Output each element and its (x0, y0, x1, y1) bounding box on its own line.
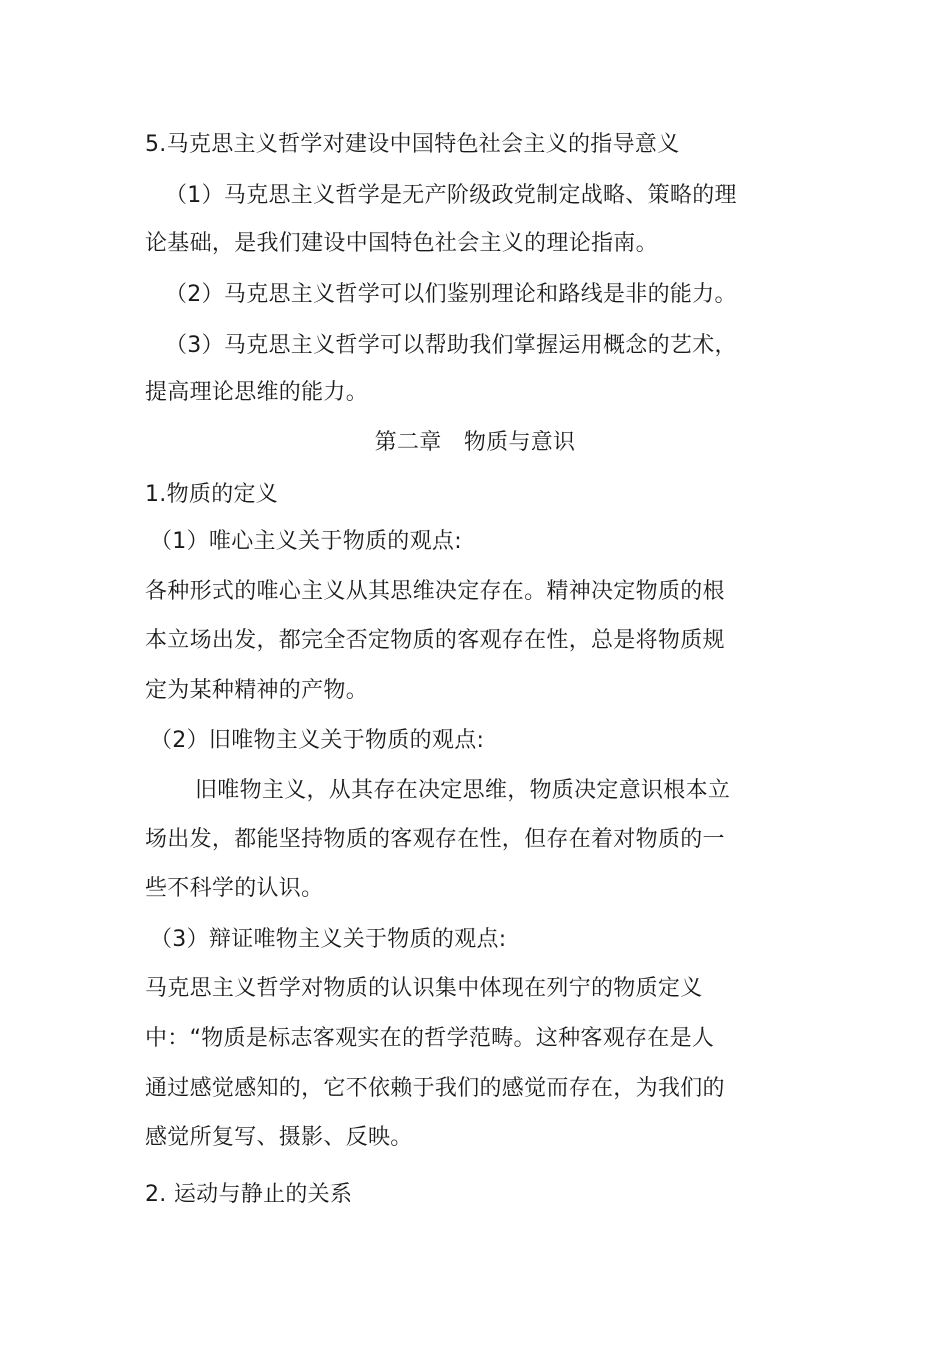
paragraph-line: （1）马克思主义哲学是无产阶级政党制定战略、策略的理 (165, 183, 737, 208)
paragraph-line: 定为某种精神的产物。 (145, 678, 369, 703)
paragraph-line: 场出发，都能坚持物质的客观存在性，但存在着对物质的一 (145, 827, 725, 852)
section-heading: 1.物质的定义 (145, 482, 279, 507)
paragraph-line: 些不科学的认识。 (145, 876, 324, 901)
subsection-heading: （2）旧唯物主义关于物质的观点: (150, 728, 485, 753)
paragraph-line: 提高理论思维的能力。 (145, 380, 369, 405)
paragraph-line: 感觉所复写、摄影、反映。 (145, 1125, 413, 1150)
paragraph-line: 各种形式的唯心主义从其思维决定存在。精神决定物质的根 (145, 579, 725, 604)
paragraph-line: 马克思主义哲学对物质的认识集中体现在列宁的物质定义 (145, 976, 703, 1001)
section-heading: 5.马克思主义哲学对建设中国特色社会主义的指导意义 (145, 132, 680, 157)
paragraph-line: 论基础，是我们建设中国特色社会主义的理论指南。 (145, 231, 658, 256)
paragraph-line: （2）马克思主义哲学可以们鉴别理论和路线是非的能力。 (165, 282, 737, 307)
paragraph-line: 中：“物质是标志客观实在的哲学范畴。这种客观存在是人 (145, 1026, 715, 1051)
paragraph-line: 本立场出发，都完全否定物质的客观存在性，总是将物质规 (145, 628, 725, 653)
section-heading: 2. 运动与静止的关系 (145, 1182, 353, 1207)
chapter-title: 第二章 物质与意识 (374, 430, 576, 455)
paragraph-line: 通过感觉感知的，它不依赖于我们的感觉而存在，为我们的 (145, 1076, 725, 1101)
paragraph-line: 旧唯物主义，从其存在决定思维，物质决定意识根本立 (195, 778, 731, 803)
subsection-heading: （1）唯心主义关于物质的观点: (150, 529, 462, 554)
paragraph-line: （3）马克思主义哲学可以帮助我们掌握运用概念的艺术， (165, 333, 737, 358)
subsection-heading: （3）辩证唯物主义关于物质的观点: (150, 927, 507, 952)
